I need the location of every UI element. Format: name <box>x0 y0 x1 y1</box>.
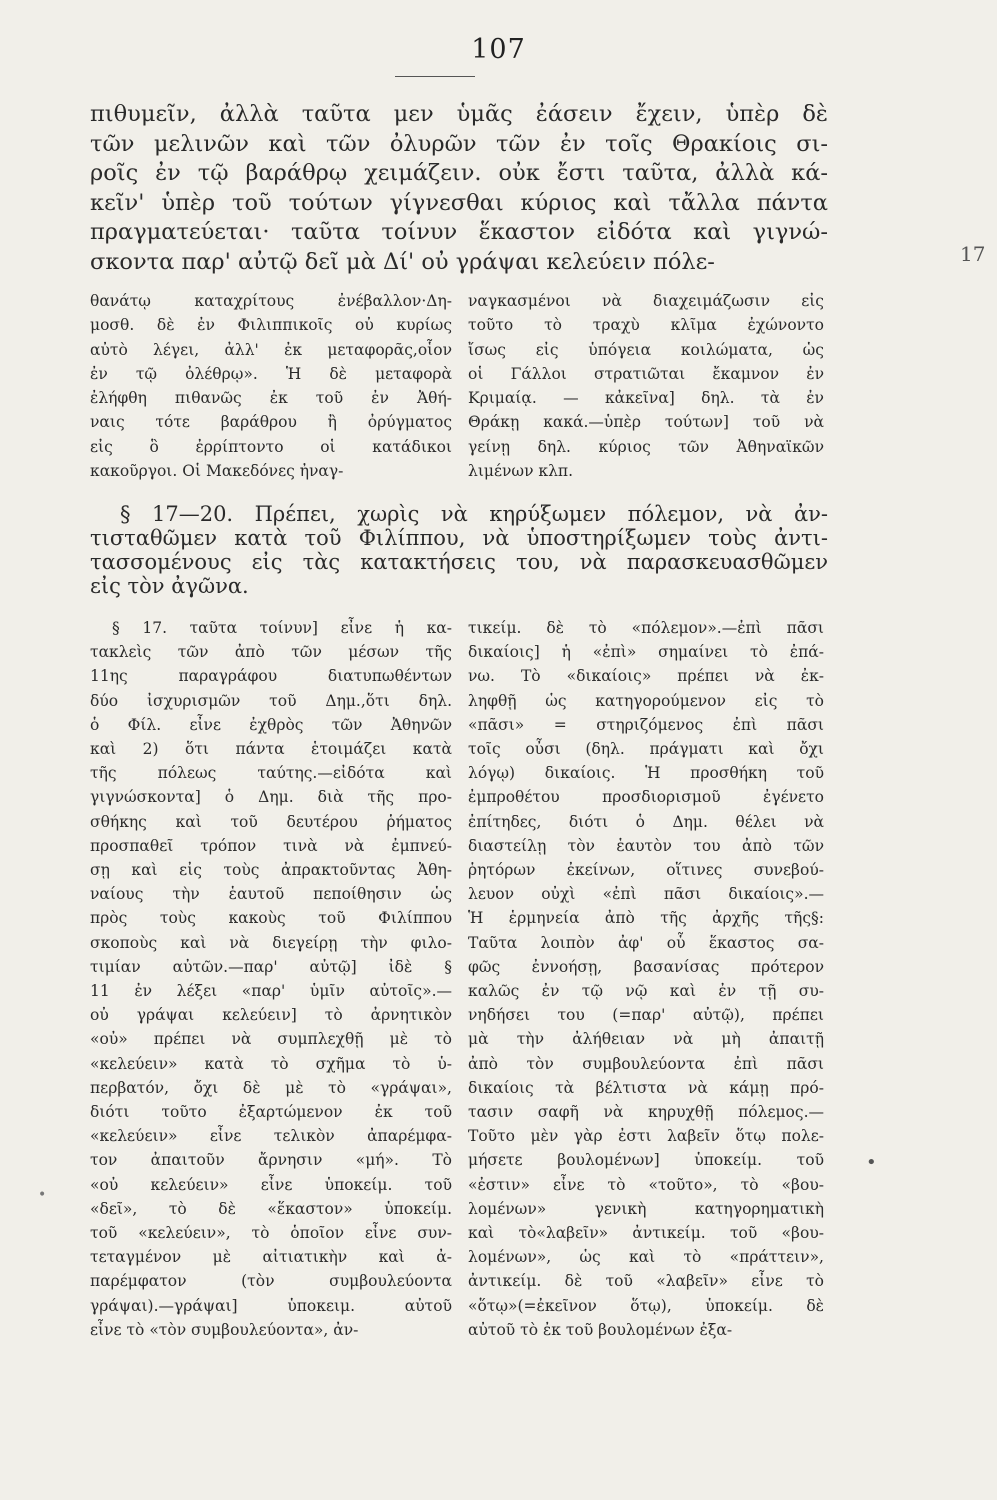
text-line: ἐπίτηδες, διότι ὁ Δημ. θέλει νὰ <box>468 812 824 831</box>
text-line: δύο ἰσχυρισμῶν τοῦ Δημ.,ὅτι δηλ. <box>90 691 452 710</box>
text-line: παρέμφατον (τὸν συμβουλεύοντα <box>90 1272 452 1291</box>
footnote-block-1-left <box>90 289 452 483</box>
page-number: 107 <box>471 34 526 65</box>
text-line: θανάτῳ καταχρίτους ἐνέβαλλον·Δη- <box>90 292 452 310</box>
text-line: πιθυμεῖν, ἀλλὰ ταῦτα μεν ὑμᾶς ἐάσειν ἔχειν, ὑπὲρ δὲ <box>90 101 828 127</box>
text-line: «κελεύειν» εἶνε τελικὸν ἀπαρέμφα- <box>90 1127 452 1146</box>
text-line: οὐ γράψαι κελεύειν] τὸ ἀρνητικὸν <box>90 1006 452 1025</box>
text-line: πρὸς τοὺς κακοὺς τοῦ Φιλίππου <box>90 909 452 928</box>
text-line: τῆς πόλεως ταύτης.—εἰδότα καὶ <box>90 764 452 783</box>
text-line: καὶ 2) ὅτι πάντα ἑτοιμάζει κατὰ <box>90 740 452 759</box>
text-line: «ὅτῳ»(=ἐκεῖνον ὅτῳ), ὑποκείμ. δὲ <box>468 1296 824 1315</box>
text-line: Θράκῃ κακά.—ὑπὲρ τούτων] τοῦ νὰ <box>468 413 824 432</box>
text-line: ὁ Φίλ. εἶνε ἐχθρὸς τῶν Ἀθηνῶν <box>90 715 452 734</box>
text-line: σθήκης καὶ τοῦ δευτέρου ῥήματος <box>90 812 452 831</box>
text-line: ἀπὸ τὸν συμβουλεύοντα ἐπὶ πᾶσι <box>468 1054 824 1073</box>
text-line: λομένων», ὡς καὶ τὸ «πράττειν», <box>468 1248 824 1267</box>
text-line: 11 ἐν λέξει «παρ' ὑμῖν αὐτοῖς».— <box>90 982 452 1001</box>
text-line: μὰ τὴν ἀλήθειαν νὰ μὴ ἀπαιτῇ <box>468 1030 824 1049</box>
text-line: νω. Τὸ «δικαίοις» πρέπει νὰ ἐκ- <box>468 667 824 686</box>
text-line: γείνῃ δηλ. κύριος τῶν Ἀθηναϊκῶν <box>468 437 824 456</box>
text-line: τῶν μελινῶν καὶ τῶν ὀλυρῶν τῶν ἐν τοῖς Θρακίοις σι- <box>90 130 828 157</box>
text-line: ναίους τὴν ἑαυτοῦ πεποίθησιν ὡς <box>90 885 452 904</box>
text-line: «οὐ» πρέπει νὰ συμπλεχθῇ μὲ τὸ <box>90 1030 452 1049</box>
text-line: εἰς ὃ ἐρρίπτοντο οἱ κατάδικοι <box>90 437 452 456</box>
text-line: Κριμαίᾳ. — κἀκεῖνα] δηλ. τὰ ἐν <box>468 389 824 408</box>
text-line: καὶ τὸ«λαβεῖν» ἀντικείμ. τοῦ «βου- <box>468 1224 824 1243</box>
text-line: ἐλήφθη πιθανῶς ἐκ τοῦ ἐν Ἀθή- <box>90 389 452 408</box>
text-line: διαστείλῃ τὸν ἑαυτὸν του ἀπὸ τῶν <box>468 836 824 855</box>
commentary-right-column <box>468 616 824 1342</box>
text-line: γράψαι).—γράψαι] ὑποκειμ. αὐτοῦ <box>90 1296 452 1315</box>
text-line: νηδήσει του (=παρ' αὐτῷ), πρέπει <box>468 1006 824 1025</box>
text-line: ἀντικείμ. δὲ τοῦ «λαβεῖν» εἶνε τὸ <box>468 1272 824 1291</box>
text-line: λευον οὐχὶ «ἐπὶ πᾶσι δικαίοις».— <box>468 885 824 904</box>
text-line: εἰς τὸν ἀγῶνα. <box>90 574 249 598</box>
margin-dot: • <box>866 1152 877 1173</box>
text-line: εἶνε τὸ «τὸν συμβουλεύοντα», ἀν- <box>90 1320 359 1339</box>
text-line: σῃ καὶ εἰς τοὺς ἀπρακτοῦντας Ἀθη- <box>90 861 452 880</box>
text-line: «ἐστιν» εἶνε τὸ «τοῦτο», τὸ «βου- <box>468 1175 824 1194</box>
text-line: ροῖς ἐν τῷ βαράθρῳ χειμάζειν. οὐκ ἔστι ταῦτα, ἀλλὰ κά- <box>90 160 828 186</box>
text-line: οἱ Γάλλοι στρατιῶται ἔκαμνον ἐν <box>468 364 824 383</box>
text-line: ἐν τῷ ὀλέθρῳ». Ἡ δὲ μεταφορὰ <box>90 364 452 383</box>
text-line: μήσετε βουλομένων] ὑποκείμ. τοῦ <box>468 1151 824 1170</box>
text-line: μοσθ. δὲ ἐν Φιλιππικοῖς οὐ κυρίως <box>90 316 452 335</box>
text-line: τοῦ «κελεύειν», τὸ ὁποῖον εἶνε συν- <box>90 1224 452 1243</box>
text-line: πραγματεύεται· ταῦτα τοίνυν ἕκαστον εἰδότα καὶ γιγνώ- <box>90 219 828 245</box>
text-line: καλῶς ἐν τῷ νῷ καὶ ἐν τῇ συ- <box>468 982 824 1001</box>
text-line: ληφθῇ ὡς κατηγορούμενον εἰς τὸ <box>468 691 824 710</box>
text-line: τοῦτο τὸ τραχὺ κλῖμα ἐχώνοντο <box>468 316 824 335</box>
text-line: τιμίαν αὐτῶν.—παρ' αὐτῷ] ἰδὲ § <box>90 957 452 976</box>
text-line: διότι τοῦτο ἐξαρτώμενον ἐκ τοῦ <box>90 1103 452 1122</box>
text-line: τεταγμένον μὲ αἰτιατικὴν καὶ ἀ- <box>90 1248 452 1267</box>
text-line: σκοποὺς καὶ νὰ διεγείρῃ τὴν φιλο- <box>90 933 452 952</box>
text-line: τασιν σαφῆ νὰ κηρυχθῇ πόλεμος.— <box>468 1103 824 1122</box>
text-line: αὐτὸ λέγει, ἀλλ' ἐκ μεταφορᾶς,οἷον <box>90 340 452 359</box>
text-line: κακοῦργοι. Οἱ Μακεδόνες ἠναγ- <box>90 462 344 481</box>
section-summary <box>90 502 828 598</box>
text-line: δικαίοις τὰ βέλτιστα νὰ κάμῃ πρό- <box>468 1078 824 1097</box>
text-line: κεῖν' ὑπὲρ τοῦ τούτων γίγνεσθαι κύριος καὶ τἄλλα πάντα <box>90 189 828 216</box>
text-line: «οὐ κελεύειν» εἶνε ὑποκείμ. τοῦ <box>90 1175 452 1194</box>
margin-dot: • <box>38 1187 47 1203</box>
text-line: δικαίοις] ἡ «ἐπὶ» σημαίνει τὸ ἐπά- <box>468 643 824 662</box>
text-line: σκοντα παρ' αὐτῷ δεῖ μὰ Δί' οὐ γράψαι κελεύειν πόλε- <box>90 248 715 275</box>
text-line: περβατόν, ὄχι δὲ μὲ τὸ «γράψαι», <box>90 1078 452 1097</box>
text-line: Ἡ ἑρμηνεία ἀπὸ τῆς ἀρχῆς τῆς§: <box>468 909 824 928</box>
text-line: «πᾶσι» = στηριζόμενος ἐπὶ πᾶσι <box>468 715 824 734</box>
text-line: § 17—20. Πρέπει, χωρὶς νὰ κηρύξωμεν πόλεμον, νὰ ἀν- <box>120 502 828 526</box>
text-line: ἴσως εἰς ὑπόγεια κοιλώματα, ὡς <box>468 340 824 359</box>
text-line: «δεῖ», τὸ δὲ «ἕκαστον» ὑποκείμ. <box>90 1199 452 1218</box>
text-line: τισταθῶμεν κατὰ τοῦ Φιλίππου, νὰ ὑποστηρίξωμεν τοὺς ἀντι- <box>90 526 828 550</box>
text-line: Τοῦτο μὲν γὰρ ἐστι λαβεῖν ὅτῳ πολε- <box>468 1127 824 1146</box>
text-line: ἐμπροθέτου προσδιορισμοῦ ἐγένετο <box>468 788 824 807</box>
main-greek-text <box>90 100 828 277</box>
text-line: γιγνώσκοντα] ὁ Δημ. διὰ τῆς προ- <box>90 788 452 807</box>
text-line: ῥητόρων ἐκείνων, οἵτινες συνεβού- <box>468 861 824 880</box>
text-line: ναις τότε βαράθρου ἢ ὀρύγματος <box>90 413 452 432</box>
text-line: αὐτοῦ τὸ ἐκ τοῦ βουλομένων ἐξα- <box>468 1320 733 1339</box>
text-line: τοῖς οὖσι (δηλ. πράγματι καὶ ὄχι <box>468 740 824 759</box>
text-line: λόγῳ) δικαίοις. Ἡ προσθήκη τοῦ <box>468 764 824 783</box>
text-line: 11ης παραγράφου διατυπωθέντων <box>90 667 452 686</box>
text-line: § 17. ταῦτα τοίνυν] εἶνε ἡ κα- <box>112 619 452 637</box>
text-line: λιμένων κλπ. <box>468 462 574 481</box>
text-line: τακλεὶς τῶν ἀπὸ τῶν μέσων τῆς <box>90 643 452 662</box>
text-line: φῶς ἐννοήσῃ, βασανίσας πρότερον <box>468 957 824 976</box>
text-line: τικείμ. δὲ τὸ «πόλεμον».—ἐπὶ πᾶσι <box>468 619 824 637</box>
margin-line-number: 17 <box>960 242 986 266</box>
text-line: τασσομένους εἰς τὰς κατακτήσεις του, νὰ παρασκευασθῶμεν <box>90 550 828 574</box>
footnote-block-1-right <box>468 289 824 483</box>
commentary-left-column <box>90 616 452 1342</box>
text-line: λομένων» γενικὴ κατηγορηματικὴ <box>468 1199 824 1218</box>
text-line: προσπαθεῖ τρόπον τινὰ νὰ ἐμπνεύ- <box>90 836 452 855</box>
text-line: ναγκασμένοι νὰ διαχειμάζωσιν εἰς <box>468 292 824 310</box>
text-line: Ταῦτα λοιπὸν ἀφ' οὗ ἕκαστος σα- <box>468 933 824 952</box>
page-number-rule <box>395 76 475 77</box>
text-line: «κελεύειν» κατὰ τὸ σχῆμα τὸ ὑ- <box>90 1054 452 1073</box>
text-line: τον ἀπαιτοῦν ἄρνησιν «μή». Τὸ <box>90 1151 452 1170</box>
